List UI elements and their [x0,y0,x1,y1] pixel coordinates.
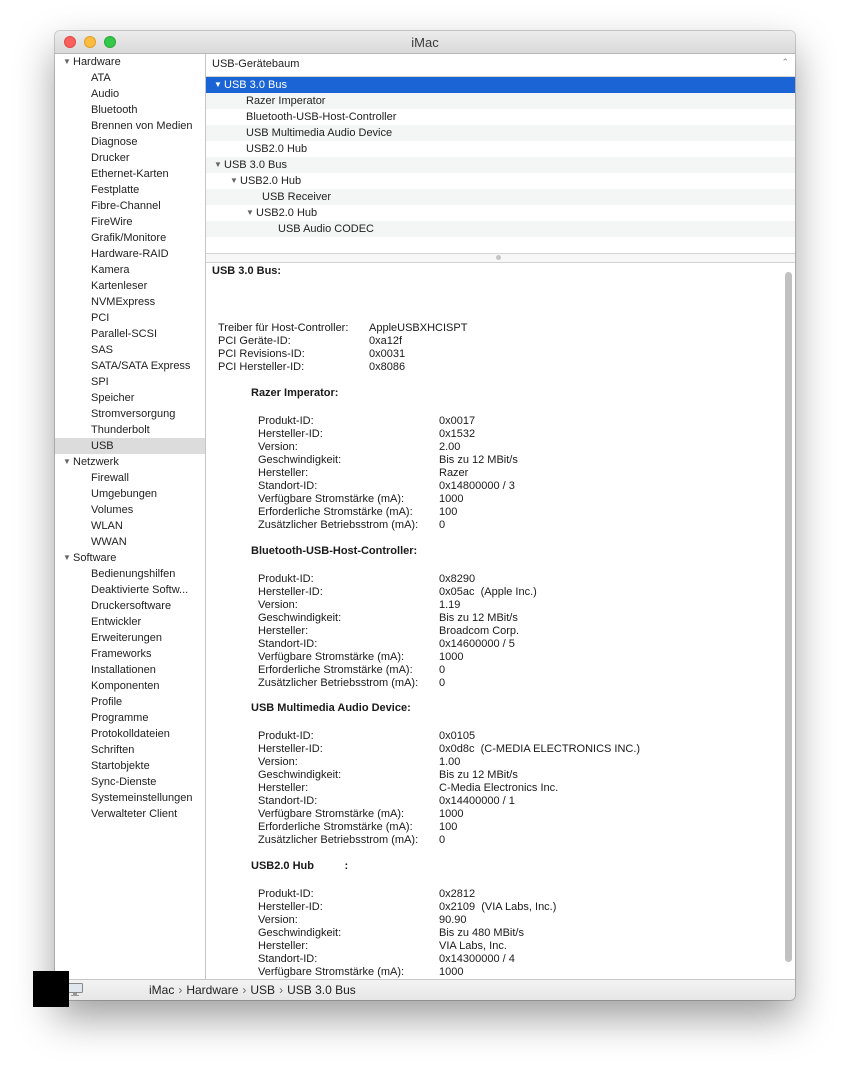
property-key: Geschwindigkeit: [258,612,342,624]
property-key: Produkt-ID: [258,730,314,742]
property-value: C-Media Electronics Inc. [439,782,559,794]
property-row [258,834,640,847]
property-table [258,415,518,532]
sidebar-item-bluetooth[interactable]: Bluetooth [91,104,138,116]
property-row [258,638,537,651]
tree-row-usb-3-0-bus[interactable] [206,157,795,173]
property-key: Erforderliche Stromstärke (mA): [258,664,413,676]
property-key: Verfügbare Stromstärke (mA): [258,808,405,820]
sidebar-item-schriften[interactable]: Schriften [91,744,135,756]
sidebar-item-bedienungshilfen[interactable]: Bedienungshilfen [91,568,176,580]
property-key: Hersteller-ID: [258,901,323,913]
property-value: 0x14800000 / 3 [439,480,515,492]
property-row [258,480,518,493]
property-key: Hersteller-ID: [258,586,323,598]
chevron-right-icon: › [178,983,183,997]
property-value: 0 [439,677,446,689]
property-key: Produkt-ID: [258,415,314,427]
sidebar-item-ethernet-karten[interactable]: Ethernet-Karten [91,168,169,180]
property-value: 0xa12f [369,335,403,347]
property-key: Produkt-ID: [258,573,314,585]
property-value: 0 [439,664,446,676]
imac-icon [67,983,83,996]
tree-row-label: USB 3.0 Bus [224,159,287,171]
chevron-right-icon: › [279,983,284,997]
property-key: Standort-ID: [258,480,318,492]
property-row [218,361,467,374]
property-row [258,927,556,940]
property-value: 2.00 [439,441,461,453]
property-value: 0x14600000 / 5 [439,638,515,650]
property-table [258,573,537,690]
property-key: Geschwindigkeit: [258,927,342,939]
tree-row-label: USB Receiver [262,191,332,203]
tree-row-usb2-0-hub[interactable] [206,141,795,157]
tree-row-label: Bluetooth-USB-Host-Controller [246,111,397,123]
property-row [258,677,537,690]
property-row [258,664,537,677]
property-value: 0x0105 [439,730,476,742]
sidebar-item-verwalteter-client[interactable]: Verwalteter Client [91,808,178,820]
property-key: Erforderliche Stromstärke (mA): [258,821,413,833]
property-value: Bis zu 12 MBit/s [439,769,518,781]
detail-pane [206,262,795,979]
property-row [258,821,640,834]
sidebar-group-label: Software [73,552,117,564]
disclosure-triangle-icon[interactable]: ▼ [63,57,71,66]
property-value: 1.19 [439,599,461,611]
property-table [258,888,556,979]
sidebar-item-volumes[interactable]: Volumes [91,504,134,516]
property-row [218,348,467,361]
property-value: 0x2109 (VIA Labs, Inc.) [439,901,557,913]
tree-row-bluetooth-usb-host-controller[interactable] [206,109,795,125]
sidebar-item-kartenleser[interactable]: Kartenleser [91,280,148,292]
tree-column-header[interactable] [206,54,795,77]
scrollbar-thumb[interactable] [785,272,792,962]
breadcrumb-usb[interactable]: USB [250,983,276,997]
property-key: Hersteller: [258,782,309,794]
sidebar-item-profile[interactable]: Profile [91,696,123,708]
property-row [258,441,518,454]
property-key: Hersteller-ID: [258,428,323,440]
usb-device-tree [206,77,795,237]
sidebar-item-kamera[interactable]: Kamera [91,264,130,276]
property-row [258,467,518,480]
sidebar-item-hardware-raid[interactable]: Hardware-RAID [91,248,169,260]
property-row [258,573,537,586]
property-value: 1000 [439,493,464,505]
property-row [258,901,556,914]
property-table [258,730,640,847]
property-row [218,322,467,335]
tree-header-label: USB-Gerätebaum [212,58,300,70]
property-row [258,506,518,519]
property-row [258,454,518,467]
window-title: iMac [411,35,439,50]
property-value: 0x8086 [369,361,406,373]
sidebar-item-erweiterungen[interactable]: Erweiterungen [91,632,162,644]
property-row [258,493,518,506]
property-key: Treiber für Host-Controller: [218,322,349,334]
property-row [258,743,640,756]
tree-row-label: Razer Imperator [246,95,326,107]
sidebar-item-ata[interactable]: ATA [91,72,111,84]
property-row [258,519,518,532]
tree-row-usb2-0-hub[interactable] [206,173,795,189]
divider-handle-icon [496,255,501,260]
property-key: Verfügbare Stromstärke (mA): [258,966,405,978]
sidebar-item-diagnose[interactable]: Diagnose [91,136,138,148]
tree-row-usb2-0-hub[interactable] [206,205,795,221]
system-information-window [55,31,795,1000]
sidebar-item-deaktivierte-softw[interactable]: Deaktivierte Softw... [91,584,189,596]
sidebar-group-netzwerk[interactable] [55,454,205,470]
sidebar-item-parallel-scsi[interactable]: Parallel-SCSI [91,328,158,340]
disclosure-triangle-icon[interactable]: ▼ [63,457,71,466]
disclosure-triangle-icon[interactable]: ▼ [214,160,222,169]
property-value: Bis zu 12 MBit/s [439,454,518,466]
sidebar-item-pci[interactable]: PCI [91,312,110,324]
device-title: USB2.0 Hub : [251,860,349,872]
property-key: Version: [258,756,298,768]
property-value: 0x0d8c (C-MEDIA ELECTRONICS INC.) [439,743,641,755]
tree-row-usb-multimedia-audio-device[interactable] [206,125,795,141]
sidebar-item-sata-sata-express[interactable]: SATA/SATA Express [91,360,191,372]
sidebar-item-installationen[interactable]: Installationen [91,664,156,676]
property-value: Bis zu 480 MBit/s [439,927,524,939]
sidebar-item-audio[interactable]: Audio [91,88,120,100]
property-key: Standort-ID: [258,795,318,807]
property-key: Standort-ID: [258,953,318,965]
property-row [258,914,556,927]
tree-row-usb-3-0-bus[interactable] [206,77,795,93]
sidebar-item-frameworks[interactable]: Frameworks [91,648,152,660]
property-value: VIA Labs, Inc. [439,940,507,952]
sidebar-item-umgebungen[interactable]: Umgebungen [91,488,158,500]
property-key: Zusätzlicher Betriebsstrom (mA): [258,677,419,689]
property-value: 0x2812 [439,888,476,900]
device-title: USB Multimedia Audio Device: [251,702,411,714]
device-title: Razer Imperator: [251,387,339,399]
disclosure-triangle-icon[interactable]: ▼ [214,80,222,89]
sidebar-group-hardware[interactable] [55,54,205,70]
property-key: PCI Hersteller-ID: [218,361,305,373]
property-value: 90.90 [439,914,467,926]
breadcrumb-hardware[interactable]: Hardware [186,983,239,997]
sidebar-item-thunderbolt[interactable]: Thunderbolt [91,424,150,436]
sidebar-item-sync-dienste[interactable]: Sync-Dienste [91,776,157,788]
property-value: 0x05ac (Apple Inc.) [439,586,537,598]
property-key: Zusätzlicher Betriebsstrom (mA): [258,834,419,846]
sidebar-item-grafik-monitore[interactable]: Grafik/Monitore [91,232,167,244]
property-value: 1.00 [439,756,461,768]
property-table [218,322,467,374]
property-row [258,940,556,953]
sidebar-item-drucker[interactable]: Drucker [91,152,130,164]
property-row [258,415,518,428]
tree-row-label: USB2.0 Hub [246,143,308,155]
path-bar [55,979,795,1000]
property-key: Verfügbare Stromstärke (mA): [258,493,405,505]
sidebar-item-brennen-von-medien[interactable]: Brennen von Medien [91,120,193,132]
property-key: Hersteller: [258,467,309,479]
property-row [258,428,518,441]
property-row [258,730,640,743]
property-row [258,795,640,808]
sidebar [55,54,206,979]
property-value: Bis zu 12 MBit/s [439,612,518,624]
sort-chevron-up-icon[interactable]: ⌃ [781,57,789,67]
chevron-right-icon: › [242,983,247,997]
sidebar-item-wwan[interactable]: WWAN [91,536,127,548]
property-value: AppleUSBXHCISPT [369,322,468,334]
property-value: 1000 [439,966,464,978]
property-key: Version: [258,914,298,926]
property-value: 100 [439,821,458,833]
sidebar-item-speicher[interactable]: Speicher [91,392,135,404]
sidebar-group-label: Netzwerk [73,456,119,468]
sidebar-item-programme[interactable]: Programme [91,712,149,724]
tree-row-label: USB2.0 Hub [256,207,318,219]
property-value: 0x0017 [439,415,476,427]
property-row [258,808,640,821]
tree-row-usb-audio-codec[interactable] [206,221,795,237]
breadcrumb-imac[interactable]: iMac [149,983,175,997]
property-value: Razer [439,467,469,479]
property-row [258,586,537,599]
property-key: Hersteller: [258,940,309,952]
sidebar-item-festplatte[interactable]: Festplatte [91,184,140,196]
breadcrumb [149,983,356,997]
property-value: 100 [439,506,458,518]
property-value: 0 [439,519,446,531]
redaction-block [33,971,69,1007]
property-value: 0x1532 [439,428,476,440]
sidebar-item-systemeinstellungen[interactable]: Systemeinstellungen [91,792,193,804]
tree-row-usb-receiver[interactable] [206,189,795,205]
detail-title: USB 3.0 Bus: [212,265,282,277]
property-key: Produkt-ID: [258,888,314,900]
sidebar-item-firewire[interactable]: FireWire [91,216,133,228]
property-row [258,599,537,612]
property-row [258,966,556,979]
sidebar-item-sas[interactable]: SAS [91,344,114,356]
property-key: PCI Revisions-ID: [218,348,305,360]
property-value: 0x14400000 / 1 [439,795,515,807]
tree-row-label: USB 3.0 Bus [224,79,287,91]
tree-row-label: USB2.0 Hub [240,175,302,187]
disclosure-triangle-icon[interactable]: ▼ [230,176,238,185]
sidebar-item-nvmexpress[interactable]: NVMExpress [91,296,156,308]
property-row [258,756,640,769]
sidebar-item-entwickler[interactable]: Entwickler [91,616,142,628]
property-row [258,953,556,966]
tree-row-label: USB Multimedia Audio Device [246,127,393,139]
property-row [258,612,537,625]
sidebar-item-druckersoftware[interactable]: Druckersoftware [91,600,172,612]
property-key: Geschwindigkeit: [258,769,342,781]
property-key: Hersteller: [258,625,309,637]
sidebar-item-firewall[interactable]: Firewall [91,472,129,484]
property-key: Verfügbare Stromstärke (mA): [258,651,405,663]
property-row [218,335,467,348]
sidebar-item-usb[interactable]: USB [55,438,205,454]
device-title: Bluetooth-USB-Host-Controller: [251,545,418,557]
sidebar-item-komponenten[interactable]: Komponenten [91,680,160,692]
property-key: Erforderliche Stromstärke (mA): [258,506,413,518]
property-row [258,782,640,795]
sidebar-group-software[interactable] [55,550,205,566]
sidebar-item-wlan[interactable]: WLAN [91,520,123,532]
property-value: 1000 [439,651,464,663]
breadcrumb-usb-3-0-bus[interactable]: USB 3.0 Bus [287,983,356,997]
vertical-scrollbar[interactable] [785,272,792,962]
property-value: 0 [439,834,446,846]
property-value: Broadcom Corp. [439,625,520,637]
property-value: 0x14300000 / 4 [439,953,515,965]
tree-row-razer-imperator[interactable] [206,93,795,109]
property-row [258,769,640,782]
sidebar-item-stromversorgung[interactable]: Stromversorgung [91,408,176,420]
sidebar-item-protokolldateien[interactable]: Protokolldateien [91,728,170,740]
title-bar[interactable] [55,31,795,54]
property-value: 0x8290 [439,573,476,585]
property-key: Standort-ID: [258,638,318,650]
sidebar-item-fibre-channel[interactable]: Fibre-Channel [91,200,161,212]
property-row [258,625,537,638]
property-key: Geschwindigkeit: [258,454,342,466]
tree-row-label: USB Audio CODEC [278,223,374,235]
disclosure-triangle-icon[interactable]: ▼ [246,208,254,217]
property-value: 0x0031 [369,348,406,360]
sidebar-item-spi[interactable]: SPI [91,376,109,388]
property-value: 1000 [439,808,464,820]
property-row [258,651,537,664]
disclosure-triangle-icon[interactable]: ▼ [63,553,71,562]
property-key: Zusätzlicher Betriebsstrom (mA): [258,519,419,531]
property-row [258,888,556,901]
property-key: Version: [258,441,298,453]
sidebar-item-startobjekte[interactable]: Startobjekte [91,760,150,772]
property-key: PCI Geräte-ID: [218,335,291,347]
property-key: Version: [258,599,298,611]
sidebar-group-label: Hardware [73,56,121,68]
property-key: Hersteller-ID: [258,743,323,755]
